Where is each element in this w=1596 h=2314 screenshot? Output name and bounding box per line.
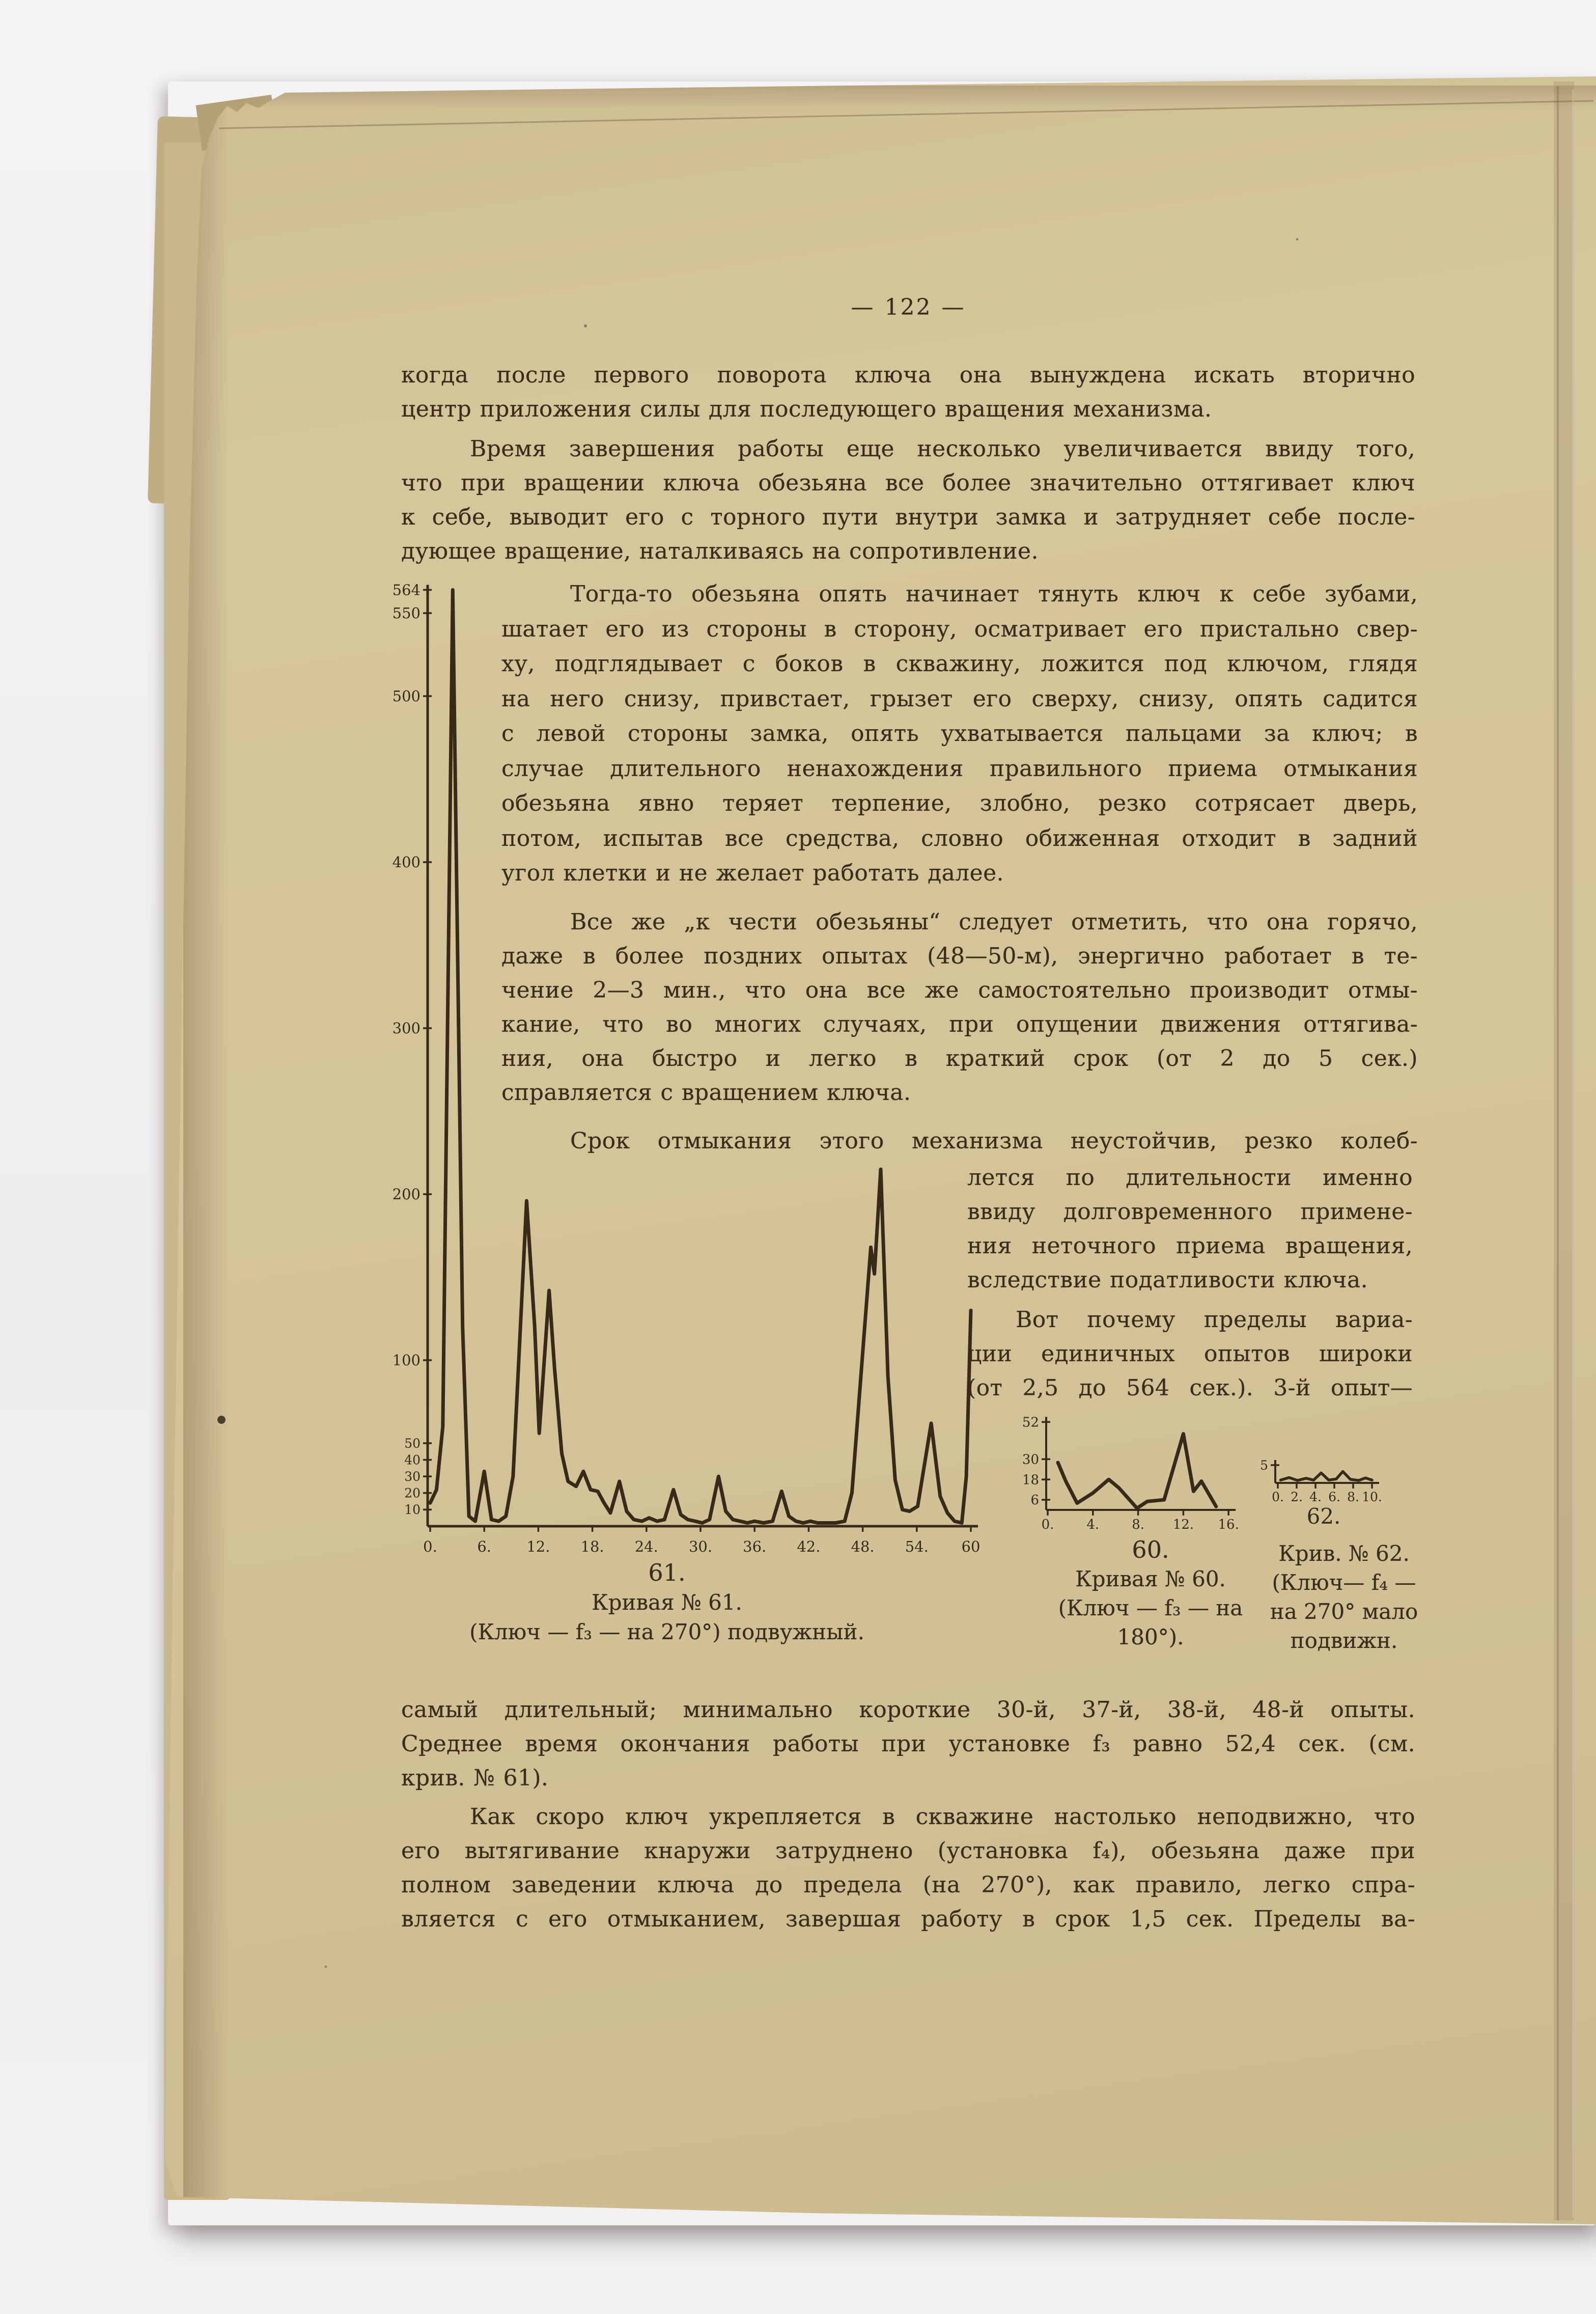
- figure-caption-61: [356, 1557, 977, 1647]
- caption-line: Крив. № 62.: [1278, 1541, 1410, 1566]
- svg-text:42.: 42.: [797, 1538, 821, 1555]
- svg-text:18: 18: [1022, 1472, 1039, 1488]
- text-line: Как скоро ключ укрепляется в скважине настолько неподвижно, что: [470, 1804, 1415, 1830]
- svg-text:10: 10: [404, 1502, 421, 1518]
- svg-text:62.: 62.: [1306, 1504, 1341, 1528]
- text-line: Среднее время окончания работы при установке f₃ равно 52,4 сек. (см.: [401, 1731, 1415, 1757]
- paragraph: [967, 1161, 1413, 1297]
- svg-text:8.: 8.: [1347, 1490, 1359, 1504]
- svg-text:24.: 24.: [634, 1538, 658, 1555]
- svg-text:16.: 16.: [1218, 1517, 1239, 1532]
- text-line: крив. № 61).: [401, 1765, 549, 1791]
- text-line: что при вращении ключа обезьяна все более значительно оттягивает ключ: [401, 470, 1415, 496]
- text-line: к себе, выводит его с торного пути внутри замка и затрудняет себе после-: [401, 504, 1415, 530]
- figure-caption-62: [1237, 1539, 1451, 1655]
- svg-text:48.: 48.: [851, 1538, 875, 1555]
- svg-text:4.: 4.: [1309, 1490, 1322, 1504]
- svg-text:0.: 0.: [1272, 1490, 1284, 1504]
- text-line: полном заведении ключа до предела (на 270°), как правило, легко спра-: [401, 1872, 1415, 1898]
- svg-text:12.: 12.: [1172, 1517, 1194, 1532]
- text-line: лется по длительности именно: [967, 1165, 1413, 1191]
- figure-caption-lines: [356, 1588, 977, 1647]
- text-line: ции единичных опытов широки: [967, 1341, 1413, 1367]
- text-line: Время завершения работы еще несколько увеличивается ввиду того,: [470, 436, 1415, 462]
- curve-chart-61: [387, 558, 998, 1586]
- svg-text:50: 50: [404, 1436, 421, 1451]
- text-line: кание, что во многих случаях, при опущении движения оттягива-: [501, 1011, 1418, 1037]
- curve-chart-62: [1247, 1446, 1451, 1528]
- svg-text:2.: 2.: [1291, 1490, 1303, 1504]
- svg-text:100: 100: [392, 1352, 421, 1369]
- text-line: вследствие податливости ключа.: [967, 1267, 1368, 1293]
- svg-text:30: 30: [1022, 1452, 1039, 1468]
- caption-line: (Ключ— f₄ —: [1272, 1570, 1416, 1595]
- figure-number: 60.: [1132, 1536, 1169, 1563]
- svg-text:10.: 10.: [1362, 1490, 1382, 1504]
- svg-text:550: 550: [392, 604, 421, 622]
- text-line: ху, подглядывает с боков в скважину, ложится под ключом, глядя: [501, 651, 1418, 677]
- text-line: дующее вращение, наталкиваясь на сопротивление.: [401, 538, 1039, 564]
- text-line: Тогда-то обезьяна опять начинает тянуть ключ к себе зубами,: [570, 581, 1418, 607]
- svg-text:60: 60: [961, 1538, 981, 1555]
- text-line: Вот почему пределы вариа-: [1016, 1307, 1413, 1333]
- text-line: его вытягивание кнаружи затруднено (установка f₄), обезьяна даже при: [401, 1838, 1415, 1864]
- text-line: чение 2—3 мин., что она все же самостоятельно производит отмы-: [501, 977, 1418, 1003]
- svg-text:500: 500: [392, 687, 421, 705]
- svg-text:300: 300: [392, 1020, 421, 1037]
- text-line: Срок отмыкания этого механизма неустойчив, резко колеб-: [570, 1128, 1418, 1154]
- svg-text:54.: 54.: [905, 1538, 929, 1555]
- svg-text:400: 400: [392, 853, 421, 871]
- paragraph: [401, 358, 1415, 426]
- text-line: Все же „к чести обезьяны“ следует отметить, что она горячо,: [570, 909, 1418, 935]
- svg-text:4.: 4.: [1086, 1517, 1100, 1532]
- svg-text:0.: 0.: [423, 1538, 437, 1555]
- text-line: потом, испытав все средства, словно обиженная отходит в задний: [501, 825, 1418, 851]
- svg-text:8.: 8.: [1132, 1517, 1145, 1532]
- text-line: справляется с вращением ключа.: [501, 1080, 911, 1106]
- text-line: с левой стороны замка, опять ухватывается пальцами за ключ; в: [501, 721, 1418, 747]
- text-line: обезьяна явно теряет терпение, злобно, резко сотрясает дверь,: [501, 790, 1418, 816]
- text-line: центр приложения силы для последующего вращения механизма.: [401, 396, 1212, 422]
- text-line: ния неточного приема вращения,: [967, 1233, 1413, 1259]
- svg-text:30.: 30.: [688, 1538, 713, 1555]
- caption-line: Кривая № 61.: [592, 1590, 742, 1615]
- svg-text:6.: 6.: [477, 1538, 492, 1555]
- svg-text:52: 52: [1022, 1415, 1039, 1430]
- svg-text:12.: 12.: [526, 1538, 550, 1555]
- text-line: вляется с его отмыканием, завершая работу в срок 1,5 сек. Пределы ва-: [401, 1906, 1415, 1932]
- text-line: шатает его из стороны в сторону, осматривает его пристально свер-: [501, 616, 1418, 642]
- text-line: (от 2,5 до 564 сек.). 3-й опыт—: [967, 1375, 1413, 1401]
- paragraph: [967, 1303, 1413, 1405]
- text-line: даже в более поздних опытах (48—50-м), энергично работает в те-: [501, 943, 1418, 969]
- caption-line: Кривая № 60.: [1075, 1566, 1226, 1591]
- svg-text:36.: 36.: [743, 1538, 767, 1555]
- figure-number: 61.: [648, 1559, 686, 1586]
- paragraph: [401, 1693, 1415, 1795]
- page-number: — 122 —: [851, 294, 966, 320]
- paragraph: [401, 432, 1415, 568]
- caption-line: подвижн.: [1290, 1628, 1398, 1653]
- figure-caption-lines: [1237, 1539, 1451, 1655]
- caption-line: (Ключ — f₃ — на: [1058, 1595, 1243, 1620]
- text-line: самый длительный; минимально короткие 30-й, 37-й, 38-й, 48-й опыты.: [401, 1697, 1415, 1723]
- text-line: ния, она быстро и легко в краткий срок (от 2 до 5 сек.): [501, 1045, 1418, 1071]
- caption-line: 180°).: [1117, 1624, 1184, 1649]
- caption-line: на 270° мало: [1270, 1599, 1418, 1624]
- svg-text:0.: 0.: [1041, 1517, 1054, 1532]
- svg-text:20: 20: [404, 1485, 421, 1501]
- text-line: угол клетки и не желает работать далее.: [501, 860, 1004, 886]
- text-line: случае длительного ненахождения правильного приема отмыкания: [501, 755, 1418, 782]
- svg-text:18.: 18.: [580, 1538, 604, 1555]
- caption-line: (Ключ — f₃ — на 270°) подвужный.: [469, 1619, 864, 1644]
- svg-text:5: 5: [1260, 1457, 1268, 1473]
- svg-text:6.: 6.: [1328, 1490, 1340, 1504]
- svg-text:564: 564: [392, 581, 421, 599]
- text-line: ввиду долговременного примене-: [967, 1199, 1413, 1225]
- svg-text:30: 30: [404, 1469, 421, 1484]
- paragraph: [401, 1800, 1415, 1936]
- text-line: когда после первого поворота ключа она вынуждена искать вторично: [401, 362, 1415, 388]
- svg-text:200: 200: [392, 1186, 421, 1203]
- text-line: на него снизу, привстает, грызет его сверху, снизу, опять садится: [501, 685, 1418, 712]
- svg-text:40: 40: [404, 1452, 421, 1468]
- svg-text:6: 6: [1030, 1493, 1039, 1508]
